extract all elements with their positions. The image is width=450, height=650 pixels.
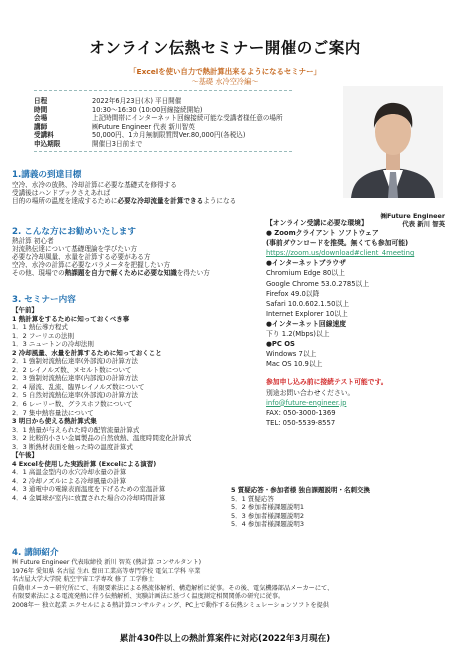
list-item: 5．2 参加者様課題説明1 [231,503,304,512]
divider [34,151,292,152]
text-line: 受講後はハンドブックさえあれば [12,189,111,198]
list-item: 2．5 自然対流熱伝達率(外部流)の計算方法 [12,391,138,400]
list-item: 4 Excelを使用した実践計算 (Excelによる演習) [12,459,157,468]
text-line: 空冷、水冷の計算に必要なパラメータを把握したい方 [12,261,171,270]
list-item: 5．1 質疑応答 [231,494,274,503]
list-item: 2．4 層流、乱流、臨界レイノルズ数について [12,382,145,391]
event-info [34,97,283,149]
requirements-heading: 【オンライン受講に必要な環境】 [266,219,368,227]
info-key: 時間 [34,105,48,114]
morning-label: 【午前】 [12,306,38,314]
list-item: 5 質疑応答・参加者様 独自課題説明・名刺交換 [231,486,371,494]
contact-tel: TEL: 050-5539-8557 [266,418,336,427]
list-item: 1 熱計算をするために知っておくべき事 [12,314,130,323]
network-label: ●インターネット回線速度 [266,319,347,328]
text-line: 名古屋大学大学院 航空宇宙工学専攻 修了 工学修士 [12,576,155,583]
info-row [34,140,283,149]
morning-schedule [12,306,191,503]
list-item: 3 明日から使える熱計算式集 [12,417,97,426]
instructor-portrait-icon [343,86,443,198]
info-value: 開催日3日前まで [92,139,143,148]
text-line: 必要な冷却風量、水量を計算する必要がある方 [12,253,151,262]
section-audience-heading: 2. こんな方にお勧めいたします [12,227,136,237]
section-audience-text [12,237,210,277]
section-goals-heading: 1.講義の到達目標 [12,170,82,180]
text-line: 空冷、水冷の放熱、冷却計算に必要な基礎式を修得する [12,181,177,189]
info-key: 講師 [34,122,48,131]
text-line: 2008年〜 独立起業 エクセルによる熱計算コンサルティング、PC上で動作する伝熱シミュレーションソフトを提供 [12,601,329,609]
spacer [266,369,444,377]
browser-item: Safari 10.0.602.1.50以上 [266,299,350,308]
list-item: 4．2 冷却ノズルによる冷却風量の計算 [12,476,127,485]
info-value: 上記時間帯にインターネット回線接続可能な受講者様任意の場所 [92,114,283,123]
os-item: Windows 7以上 [266,350,317,359]
browser-label: ●インターネットブラウザ [266,259,346,268]
list-item: 2 冷却風量、水量を計算するために知っておくこと [12,348,162,357]
info-value: 10:30〜16:30 (10:00回線接続開始) [92,105,203,114]
list-item: 2．2 レイノルズ数、ヌセルト数について [12,365,132,374]
browser-item: Google Chrome 53.0.2785以上 [266,279,370,288]
seminar-subtitle-sub: 〜基礎 水冷空冷編〜 [191,77,259,86]
browser-item: Firefox 49.0以降 [266,289,320,298]
text-line: 熱計算 初心者 [12,237,54,245]
os-label: ●PC OS [266,340,295,349]
zoom-note: (事前ダウンロードを推奨。無くても参加可能) [266,239,409,248]
browser-item: Internet Explorer 10以上 [266,309,348,318]
contact-fax: FAX: 050-3000-1369 [266,408,336,417]
info-key: 会場 [34,114,48,123]
list-item: 3．1 熱量が与えられた時の配管流量計算式 [12,425,140,434]
list-item: 1．1 熱伝導方程式 [12,323,68,332]
afternoon-schedule-right [231,486,370,529]
afternoon-label: 【午後】 [12,451,38,460]
footer-statement: 累計430件以上の熱計算案件に対応(2022年3月現在) [119,634,331,644]
list-item: 1．2 フーリエの法則 [12,331,75,340]
instructor-photo [343,86,443,198]
section-instructor-heading: 4. 講師紹介 [12,548,59,558]
network-value: 下り 1.2(Mbps)以上 [266,330,330,339]
list-item: 4．1 高温金型内の水穴冷却水量の計算 [12,468,127,477]
text-span: その他、現場での [12,269,65,278]
instructor-profile [12,559,333,610]
info-row [34,97,283,106]
info-row [34,106,283,115]
list-item: 2．7 集中熱容量法について [12,408,94,417]
zoom-label: ● Zoomクライアント ソフトウェア [266,229,379,238]
list-item: 2．3 強制対流熱伝達率(内部流)の計算方法 [12,374,138,383]
text-line: ㈱ Future Engineer 代表取締役 新川 智英 (熱計算 コンサルタント) [12,559,202,566]
info-key: 申込期限 [34,139,61,148]
list-item: 3．3 断熱材表面を触った時の温度計算式 [12,442,133,451]
text-emphasis: 熱課題を自力で解くために必要な知識 [64,269,177,278]
text-line: 有限要素法による電流発熱に伴う伝熱解析、実験計画法に基づく温度測定相関関係の研究に従事。 [12,593,285,600]
seminar-subtitle: 「Excelを使い自力で熱計算出来るようになるセミナー」 [129,67,321,76]
info-row [34,114,283,123]
list-item: 1．3 ニュートンの冷却法則 [12,340,94,349]
list-item: 2．6 レーリー数、グラスホフ数について [12,400,133,409]
text-line: 1976年 愛知県 名古屋 生れ 豊田工業高等専門学校 電気工学科 卒業 [12,567,201,575]
text-span: ようになる [203,197,237,206]
list-item: 2．1 強制対流熱伝達率(外部流)の計算方法 [12,357,138,366]
section-goals-text [12,181,236,205]
info-value: 50,000円、1カ月無制限質問Ver.80,000円(各税込) [92,131,246,140]
divider [34,90,292,91]
browser-item: Chromium Edge 80以上 [266,269,345,278]
list-item: 3．2 比較的小さい金属製品の自然放熱、温度時間変化計算式 [12,434,192,443]
text-line [12,269,210,277]
info-value: 2022年6月23日(木) 平日開催 [92,97,182,105]
list-item: 4．4 金属球が室内に放置された場合の冷却時間計算 [12,494,166,503]
list-item: 4．3 通電中の電線表面温度を下げるための室温計算 [12,485,166,494]
section-content-heading: 3. セミナー内容 [12,295,76,305]
contact-notice: 別途お問い合わせください。 [266,388,355,397]
text-line: 対流熱伝達について基礎理論を学びたい方 [12,245,138,254]
instructor-name: 代表 新川 智英 [402,220,445,229]
contact-email-link[interactable]: info@future-engineer.jp [266,398,347,407]
info-row [34,131,283,140]
company-name: ㈱Future Engineer [380,212,445,220]
info-key: 日程 [34,97,48,105]
text-line: 自動車メーカー研究所にて、有限要素法による熱流体解析、構造解析に従事。その後、電気機器部品メーカーにて、 [12,584,334,592]
os-item: Mac OS 10.9以上 [266,360,323,369]
text-emphasis: 必要な冷却流量を計算できる [117,197,204,206]
page-title: オンライン伝熱セミナー開催のご案内 [89,39,361,57]
info-value: ㈱Future Engineer 代表 新川智英 [92,122,195,131]
text-line [12,197,236,205]
text-span: を得たい方 [176,269,210,278]
online-requirements [266,218,444,428]
connection-test-notice: 参加申し込み前に接続テスト可能です。 [266,378,388,387]
list-item: 5．3 参加者様課題説明2 [231,511,304,520]
text-span: 目的の場所の温度を達成するために [12,197,118,206]
list-item: 5．4 参加者様課題説明3 [231,520,304,529]
info-key: 受講料 [34,131,54,140]
zoom-download-link[interactable]: https://zoom.us/download#client_4meeting [266,249,415,258]
